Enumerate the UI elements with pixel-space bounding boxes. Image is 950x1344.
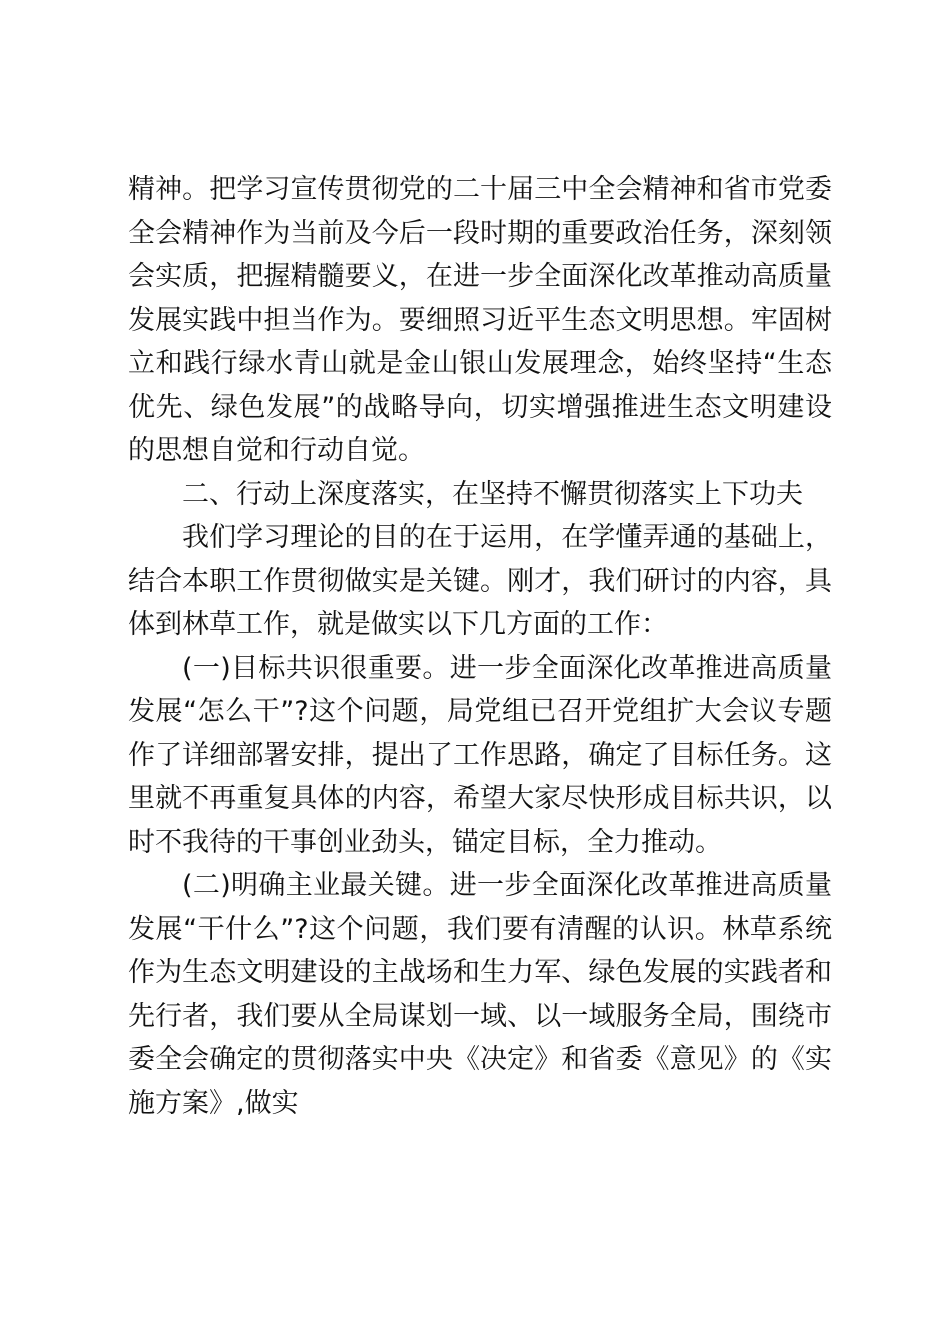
paragraph-continuation: 精神。把学习宣传贯彻党的二十届三中全会精神和省市党委全会精神作为当前及今后一段时期的重要政治任务，深刻领会实质，把握精髓要义，在进一步全面深化改革推动高质量发展实践中担当作为。要细照习近平生态文明思想。牢固树立和践行绿水青山就是金山银山发展理念，始终坚持“生态优先、绿色发展”的战略导向，切实增强推进生态文明建设的思想自觉和行动自觉。 bbox=[128, 174, 832, 466]
paragraph-intro: 我们学习理论的目的在于运用，在学懂弄通的基础上，结合本职工作贯彻做实是关键。刚才，我们研讨的内容，具体到林草工作，就是做实以下几方面的工作： bbox=[128, 522, 832, 640]
document-body bbox=[128, 168, 832, 1125]
paragraph-item-2: (二)明确主业最关键。进一步全面深化改革推进高质量发展“干什么”?这个问题，我们要有清醒的认识。林草系统作为生态文明建设的主战场和生力军、绿色发展的实践者和先行者，我们要从全局谋划一域、以一域服务全局，围绕市委全会确定的贯彻落实中央《决定》和省委《意见》的《实施方案》,做实 bbox=[128, 870, 832, 1119]
paragraph-item-1: (一)目标共识很重要。进一步全面深化改革推进高质量发展“怎么干”?这个问题，局党组已召开党组扩大会议专题作了详细部署安排，提出了工作思路，确定了目标任务。这里就不再重复具体的内容，希望大家尽快形成目标共识，以时不我待的干事创业劲头，锚定目标，全力推动。 bbox=[128, 652, 832, 858]
section-heading: 二、行动上深度落实，在坚持不懈贯彻落实上下功夫 bbox=[182, 478, 803, 510]
